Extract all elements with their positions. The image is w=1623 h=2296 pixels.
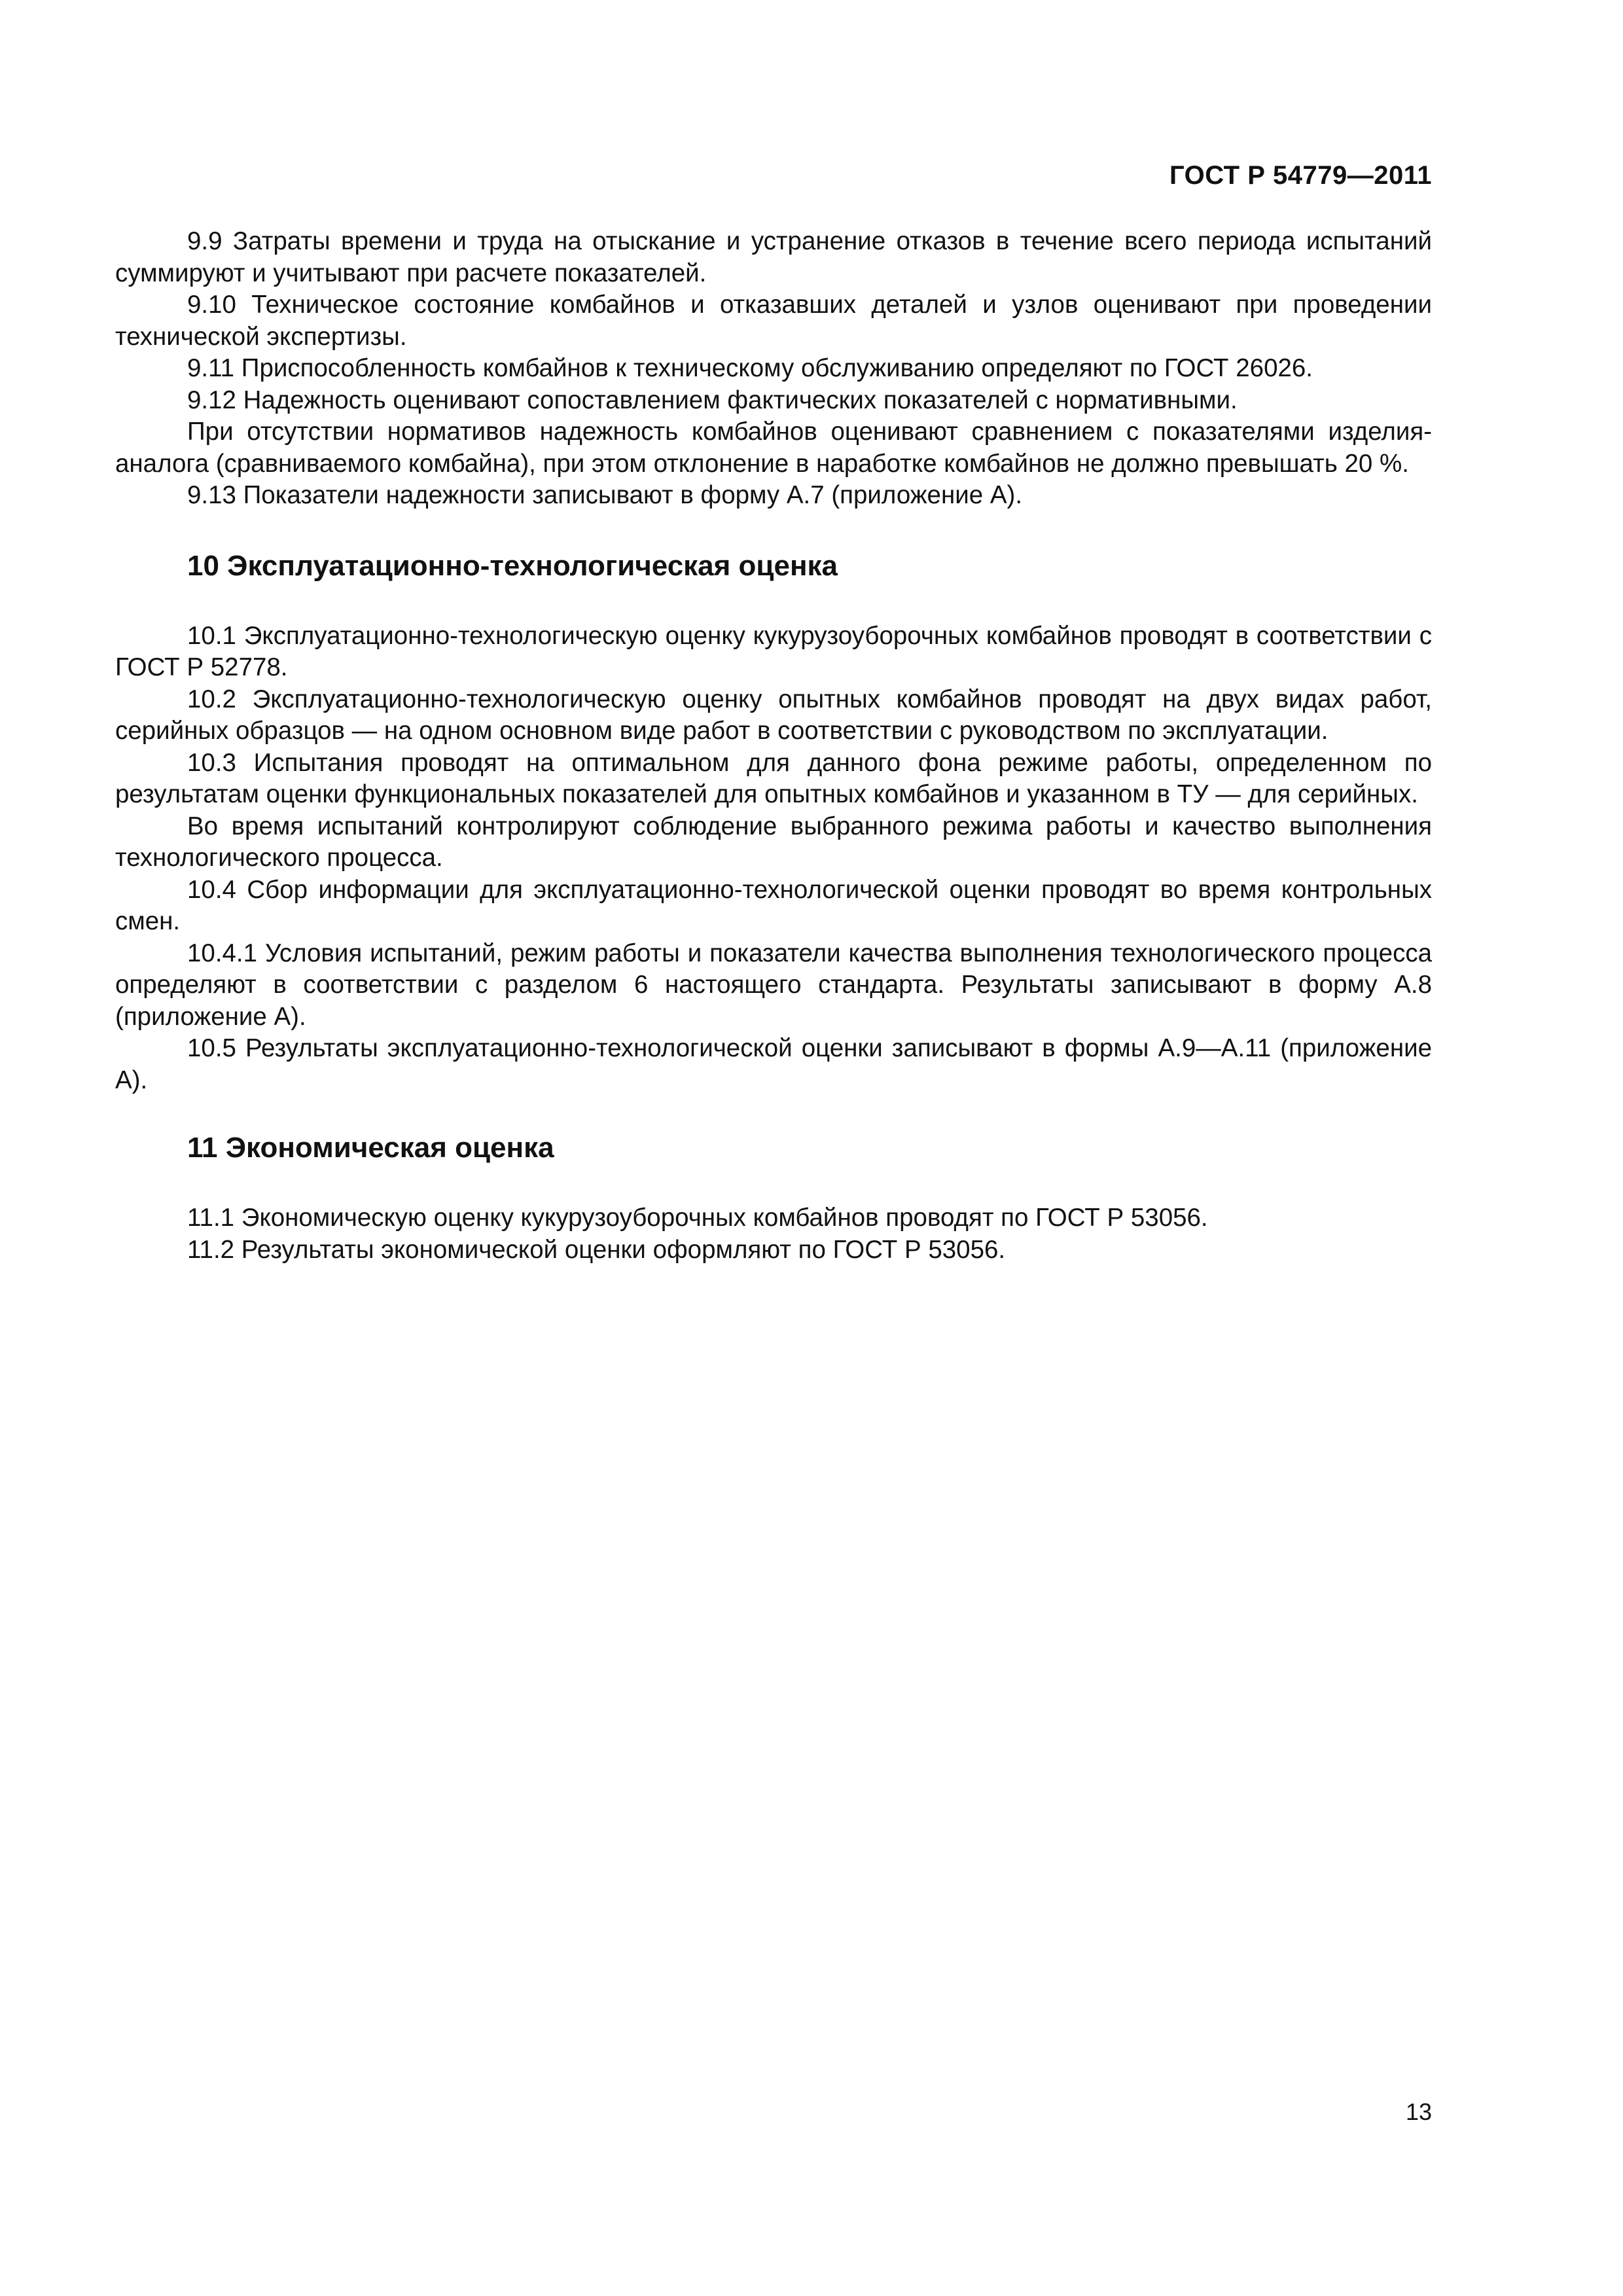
section-10-block bbox=[115, 620, 1432, 1097]
paragraph-11-2: 11.2 Результаты экономической оценки оформляют по ГОСТ Р 53056. bbox=[187, 1235, 1006, 1264]
paragraph-10-5: 10.5 Результаты эксплуатационно-технологической оценки записывают в формы А.9—А.11 (приложение А). bbox=[115, 1034, 1432, 1094]
paragraph-10-2: 10.2 Эксплуатационно-технологическую оценку опытных комбайнов проводят на двух видах работ, серийных образцов — на одном основном виде работ в соответствии с руководством по эксплуатации. bbox=[115, 685, 1432, 745]
section-9-block bbox=[115, 226, 1432, 512]
paragraph-11-1: 11.1 Экономическую оценку кукурузоуборочных комбайнов проводят по ГОСТ Р 53056. bbox=[187, 1204, 1208, 1232]
section-11-block bbox=[115, 1202, 1432, 1266]
paragraph-9-13: 9.13 Показатели надежности записывают в форму А.7 (приложение А). bbox=[187, 481, 1023, 509]
paragraph-9-12: 9.12 Надежность оценивают сопоставлением фактических показателей с нормативными. bbox=[187, 386, 1238, 414]
section-11-heading: 11 Экономическая оценка bbox=[187, 1132, 554, 1164]
paragraph-9-11: 9.11 Приспособленность комбайнов к техническому обслуживанию определяют по ГОСТ 26026. bbox=[187, 354, 1313, 382]
section-10-heading: 10 Эксплуатационно-технологическая оценка bbox=[187, 549, 838, 582]
paragraph-10-4-1: 10.4.1 Условия испытаний, режим работы и показатели качества выполнения технологического процесса определяют в соответствии с разделом 6 настоящего стандарта. Результаты записывают в форму А.8 (приложение А). bbox=[115, 939, 1432, 1031]
paragraph-9-10: 9.10 Техническое состояние комбайнов и отказавших деталей и узлов оценивают при проведении технической экспертизы. bbox=[115, 291, 1432, 351]
paragraph-9-12-note: При отсутствии нормативов надежность комбайнов оценивают сравнением с показателями изделия-аналога (сравниваемого комбайна), при этом отклонение в наработке комбайнов не должно превышать 20 %. bbox=[115, 418, 1432, 478]
paragraph-10-4: 10.4 Сбор информации для эксплуатационно-технологической оценки проводят во время контрольных смен. bbox=[115, 875, 1432, 935]
document-header-id: ГОСТ Р 54779—2011 bbox=[1169, 161, 1432, 190]
paragraph-10-1: 10.1 Эксплуатационно-технологическую оценку кукурузоуборочных комбайнов проводят в соответствии с ГОСТ Р 52778. bbox=[115, 621, 1432, 681]
page-number: 13 bbox=[1405, 2098, 1432, 2125]
paragraph-10-3: 10.3 Испытания проводят на оптимальном для данного фона режиме работы, определенном по результатам оценки функциональных показателей для опытных комбайнов и указанном в ТУ — для серийных. bbox=[115, 748, 1432, 808]
paragraph-9-9: 9.9 Затраты времени и труда на отыскание и устранение отказов в течение всего периода испытаний суммируют и учитывают при расчете показателей. bbox=[115, 227, 1432, 287]
paragraph-10-3-note: Во время испытаний контролируют соблюдение выбранного режима работы и качество выполнения технологического процесса. bbox=[115, 812, 1432, 872]
page-content bbox=[115, 226, 1432, 1266]
